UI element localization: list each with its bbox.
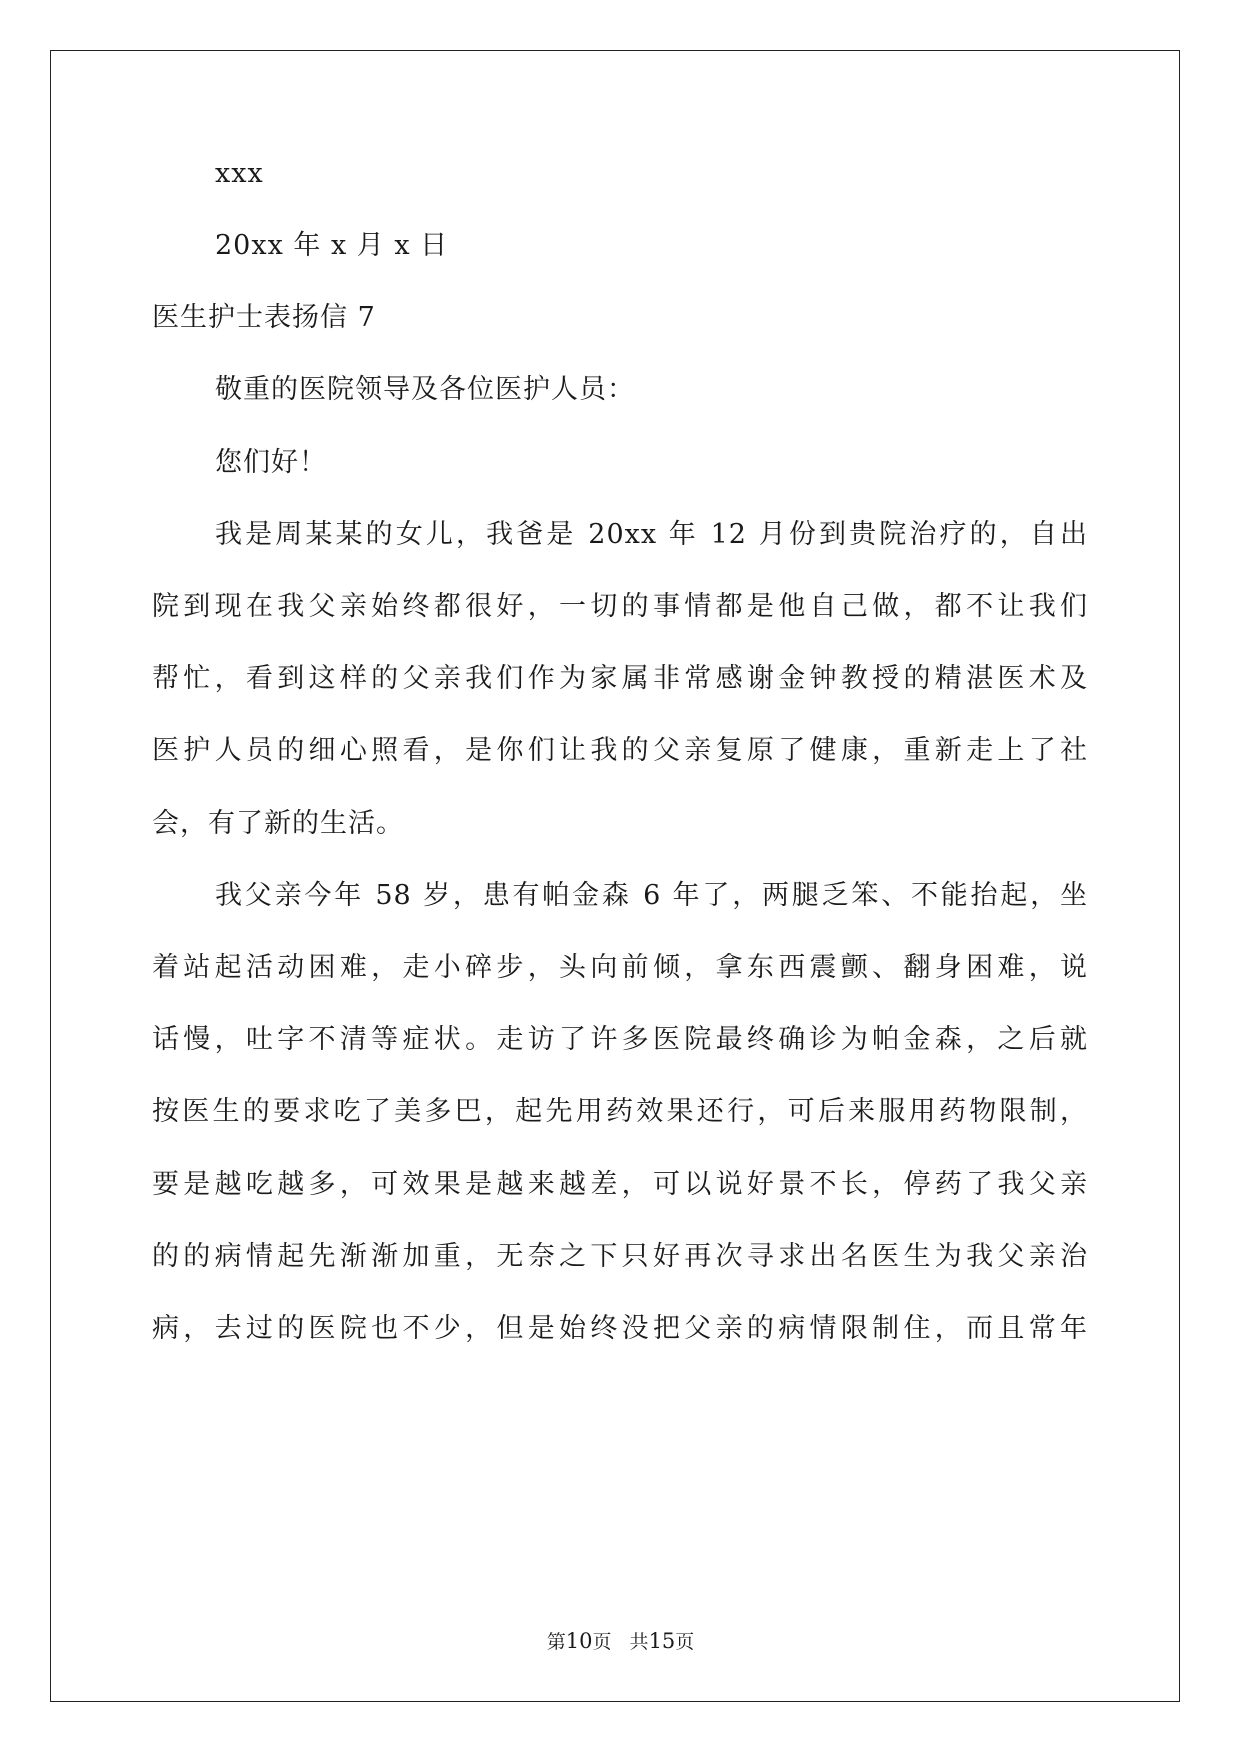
greeting: 您们好！ xyxy=(215,447,327,478)
signature: xxx xyxy=(215,158,264,189)
paragraph-line: 院到现在我父亲始终都很好，一切的事情都是他自己做，都不让我们 xyxy=(152,591,1088,622)
footer-prefix: 第 xyxy=(546,1631,566,1653)
letter-heading: 医生护士表扬信 7 xyxy=(152,302,376,333)
page-footer xyxy=(0,1629,1241,1654)
footer-total-pages: 15 xyxy=(648,1629,676,1653)
paragraph-line: 病，去过的医院也不少，但是始终没把父亲的病情限制住，而且常年 xyxy=(152,1313,1088,1344)
footer-middle: 页 共 xyxy=(592,1631,649,1653)
paragraph-line: 我父亲今年 58 岁，患有帕金森 6 年了，两腿乏笨、不能抬起，坐 xyxy=(215,880,1088,911)
paragraph-line: 话慢，吐字不清等症状。走访了许多医院最终确诊为帕金森，之后就 xyxy=(152,1024,1088,1055)
paragraph-line: 的的病情起先渐渐加重，无奈之下只好再次寻求出名医生为我父亲治 xyxy=(152,1241,1088,1272)
salutation: 敬重的医院领导及各位医护人员： xyxy=(215,374,635,405)
paragraph-line: 会，有了新的生活。 xyxy=(152,808,404,839)
paragraph-line: 帮忙，看到这样的父亲我们作为家属非常感谢金钟教授的精湛医术及 xyxy=(152,663,1088,694)
paragraph-line: 着站起活动困难，走小碎步，头向前倾，拿东西震颤、翻身困难，说 xyxy=(152,952,1088,983)
footer-current-page: 10 xyxy=(565,1629,593,1653)
paragraph-line: 医护人员的细心照看，是你们让我的父亲复原了健康，重新走上了社 xyxy=(152,735,1088,766)
footer-suffix: 页 xyxy=(675,1631,695,1653)
paragraph-line: 我是周某某的女儿，我爸是 20xx 年 12 月份到贵院治疗的，自出 xyxy=(215,519,1088,550)
paragraph-line: 按医生的要求吃了美多巴，起先用药效果还行，可后来服用药物限制， xyxy=(152,1096,1088,1127)
letter-date: 20xx 年 x 月 x 日 xyxy=(215,230,449,261)
paragraph-line: 要是越吃越多，可效果是越来越差，可以说好景不长，停药了我父亲 xyxy=(152,1169,1088,1200)
